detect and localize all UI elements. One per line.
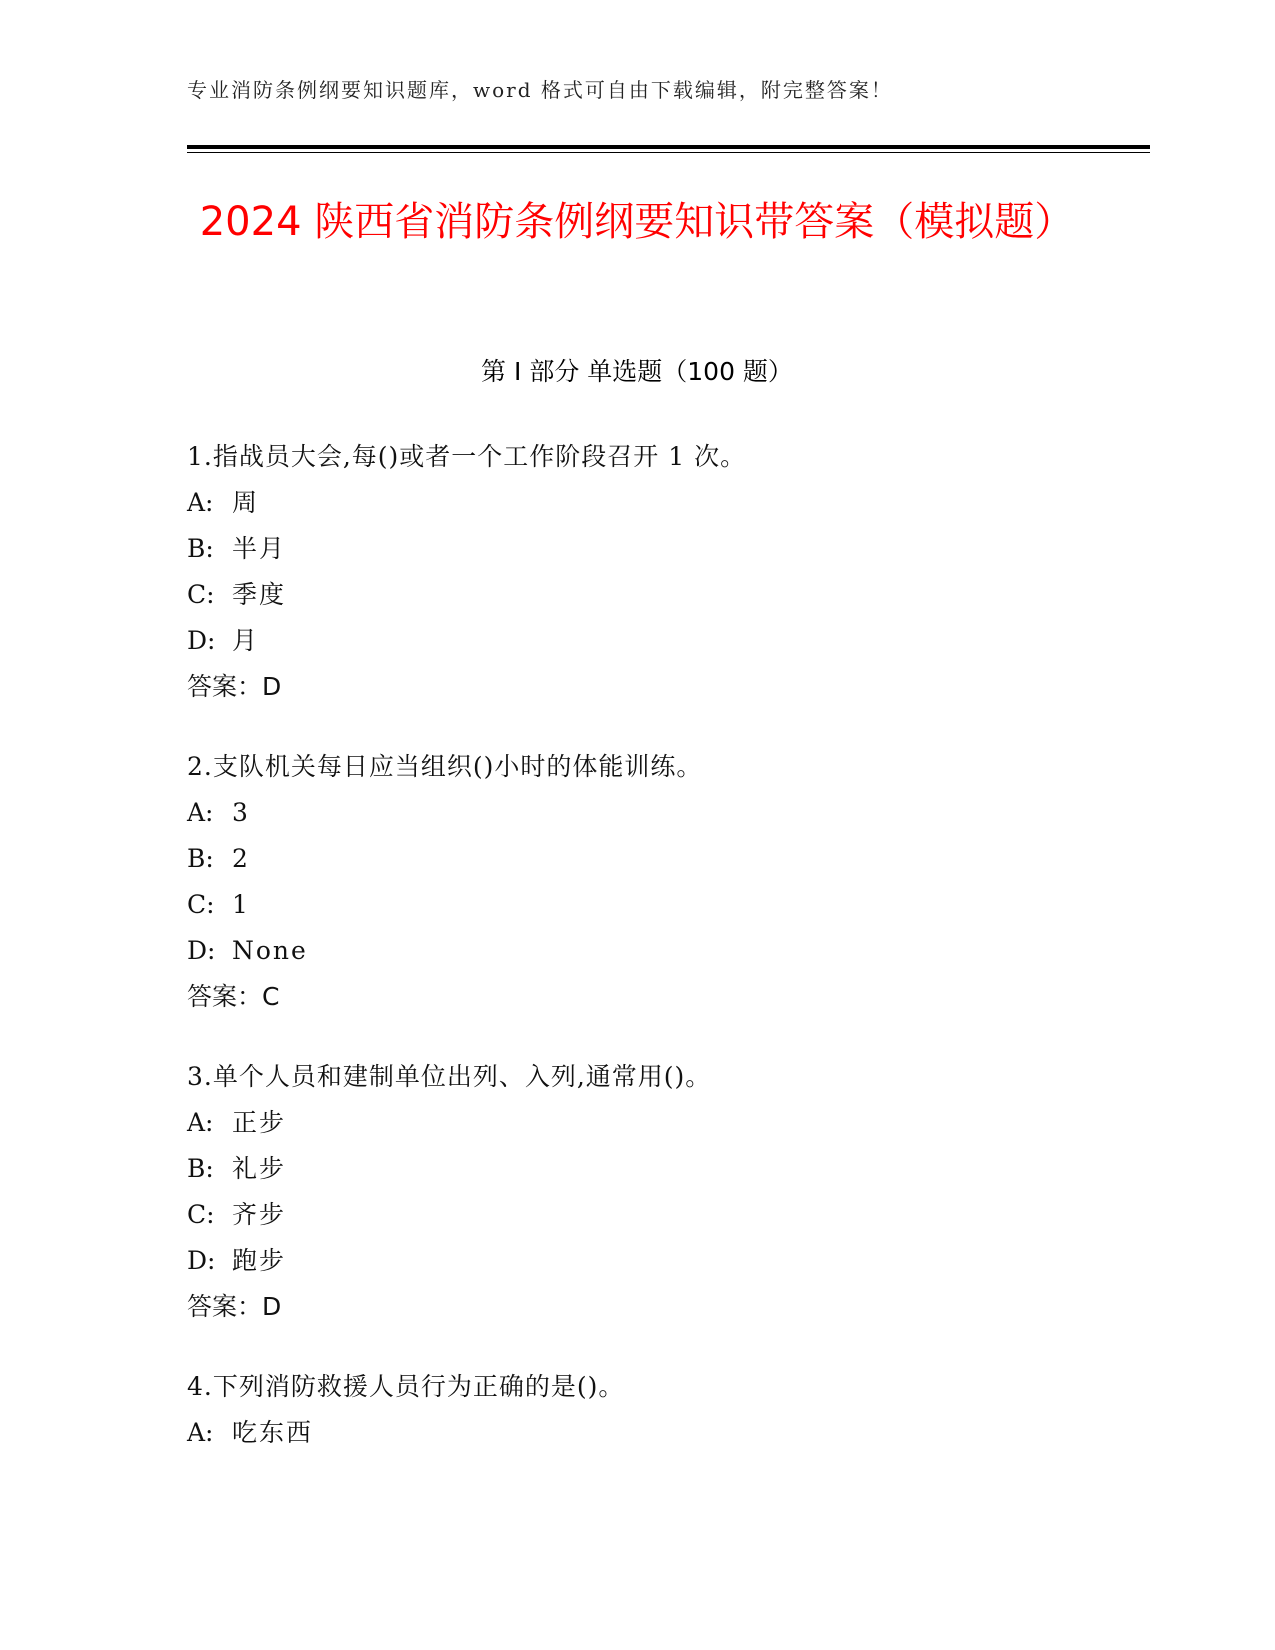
option-a: [187, 798, 1147, 844]
question-answer: 答案：D: [187, 672, 282, 701]
option-text: 跑步: [232, 1246, 287, 1275]
option-text: 3: [232, 798, 250, 827]
document-title: 2024 陕西省消防条例纲要知识带答案（模拟题）: [199, 199, 1075, 245]
option-key: A:: [187, 1418, 214, 1447]
option-key: A:: [187, 488, 214, 517]
option-text: 周: [232, 488, 260, 517]
option-text: 1: [232, 890, 250, 919]
option-text: 2: [232, 844, 250, 873]
option-d: [187, 1246, 1147, 1292]
option-d: [187, 626, 1147, 672]
question-item: [187, 752, 1147, 1028]
option-text: 吃东西: [232, 1418, 314, 1447]
option-b: [187, 1154, 1147, 1200]
option-key: D:: [187, 1246, 216, 1275]
question-list: [187, 442, 1147, 1498]
question-stem: 4.下列消防救援人员行为正确的是()。: [187, 1372, 625, 1401]
option-text: 半月: [232, 534, 287, 563]
option-text: 正步: [232, 1108, 287, 1137]
question-answer: 答案：C: [187, 982, 280, 1011]
option-key: C:: [187, 580, 215, 609]
option-c: [187, 580, 1147, 626]
question-item: [187, 1062, 1147, 1338]
option-key: D:: [187, 626, 216, 655]
option-c: [187, 1200, 1147, 1246]
option-key: C:: [187, 890, 215, 919]
option-key: B:: [187, 1154, 214, 1183]
option-key: C:: [187, 1200, 215, 1229]
option-key: D:: [187, 936, 216, 965]
header-note: 专业消防条例纲要知识题库，word 格式可自由下载编辑，附完整答案！: [187, 78, 893, 102]
question-stem: 1.指战员大会,每()或者一个工作阶段召开 1 次。: [187, 442, 747, 471]
section-title: 第 I 部分 单选题（100 题）: [481, 357, 793, 386]
option-key: B:: [187, 534, 214, 563]
option-a: [187, 488, 1147, 534]
option-key: A:: [187, 798, 214, 827]
option-a: [187, 1418, 1147, 1464]
option-text: None: [232, 936, 308, 965]
question-item: [187, 442, 1147, 718]
option-a: [187, 1108, 1147, 1154]
option-text: 礼步: [232, 1154, 287, 1183]
option-b: [187, 534, 1147, 580]
option-b: [187, 844, 1147, 890]
question-stem: 3.单个人员和建制单位出列、入列,通常用()。: [187, 1062, 712, 1091]
header-rule-thin: [187, 152, 1150, 153]
option-key: A:: [187, 1108, 214, 1137]
option-c: [187, 890, 1147, 936]
question-stem: 2.支队机关每日应当组织()小时的体能训练。: [187, 752, 703, 781]
option-text: 齐步: [232, 1200, 287, 1229]
question-answer: 答案：D: [187, 1292, 282, 1321]
question-item: [187, 1372, 1147, 1464]
option-text: 月: [232, 626, 260, 655]
option-text: 季度: [232, 580, 287, 609]
option-key: B:: [187, 844, 214, 873]
header-rule-thick: [187, 145, 1150, 149]
option-d: [187, 936, 1147, 982]
